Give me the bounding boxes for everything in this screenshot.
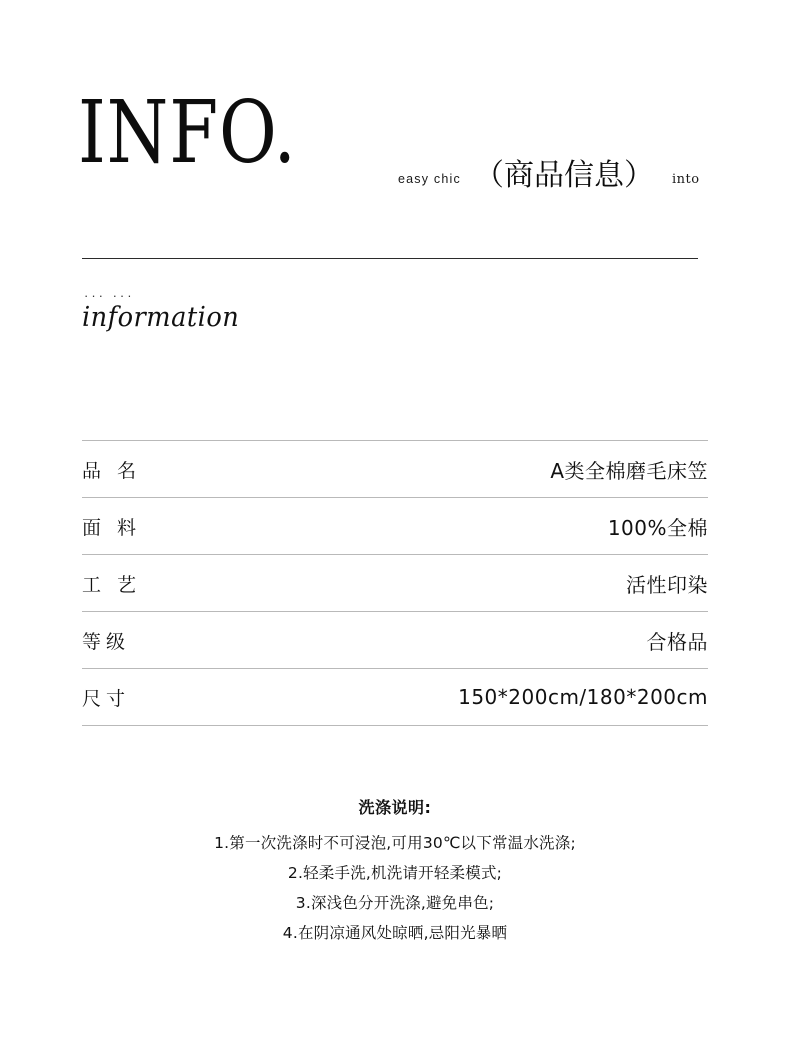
table-row (82, 440, 708, 498)
page-title: INFO. (78, 83, 297, 183)
spec-label: 面 料 (82, 516, 142, 539)
spec-value: 活性印染 (626, 572, 708, 597)
care-line: 1.第一次洗涤时不可浸泡,可用30℃以下常温水洗涤; (214, 834, 576, 852)
care-line: 2.轻柔手洗,机洗请开轻柔模式; (287, 864, 503, 882)
page-header (0, 83, 790, 220)
spec-value: 合格品 (646, 629, 708, 654)
header-divider (82, 258, 698, 259)
table-row (82, 555, 708, 612)
table-row (82, 498, 708, 555)
table-row (82, 669, 708, 726)
table-row (82, 612, 708, 669)
spec-label: 工 艺 (82, 573, 142, 596)
care-instructions (0, 795, 790, 948)
spec-table (82, 440, 708, 726)
spec-label: 品 名 (82, 459, 142, 482)
spec-value: 150*200cm/180*200cm (458, 685, 708, 709)
tagline-easy-chic: easy chic (398, 172, 461, 186)
spec-value: A类全棉磨毛床笠 (550, 458, 708, 483)
spec-label: 尺寸 (82, 687, 131, 710)
page-title-chinese: （商品信息） (474, 158, 654, 193)
spec-value: 100%全棉 (607, 515, 708, 540)
spec-label: 等级 (82, 630, 131, 653)
subtitle-information: information (82, 302, 240, 333)
care-line: 3.深浅色分开洗涤,避免串色; (295, 894, 495, 912)
care-line: 4.在阴凉通风处晾晒,忌阳光暴晒 (282, 924, 508, 942)
care-title: 洗涤说明: (358, 798, 432, 817)
tagline-into: into (672, 172, 700, 187)
decorative-dots: ··· ··· (84, 288, 135, 303)
